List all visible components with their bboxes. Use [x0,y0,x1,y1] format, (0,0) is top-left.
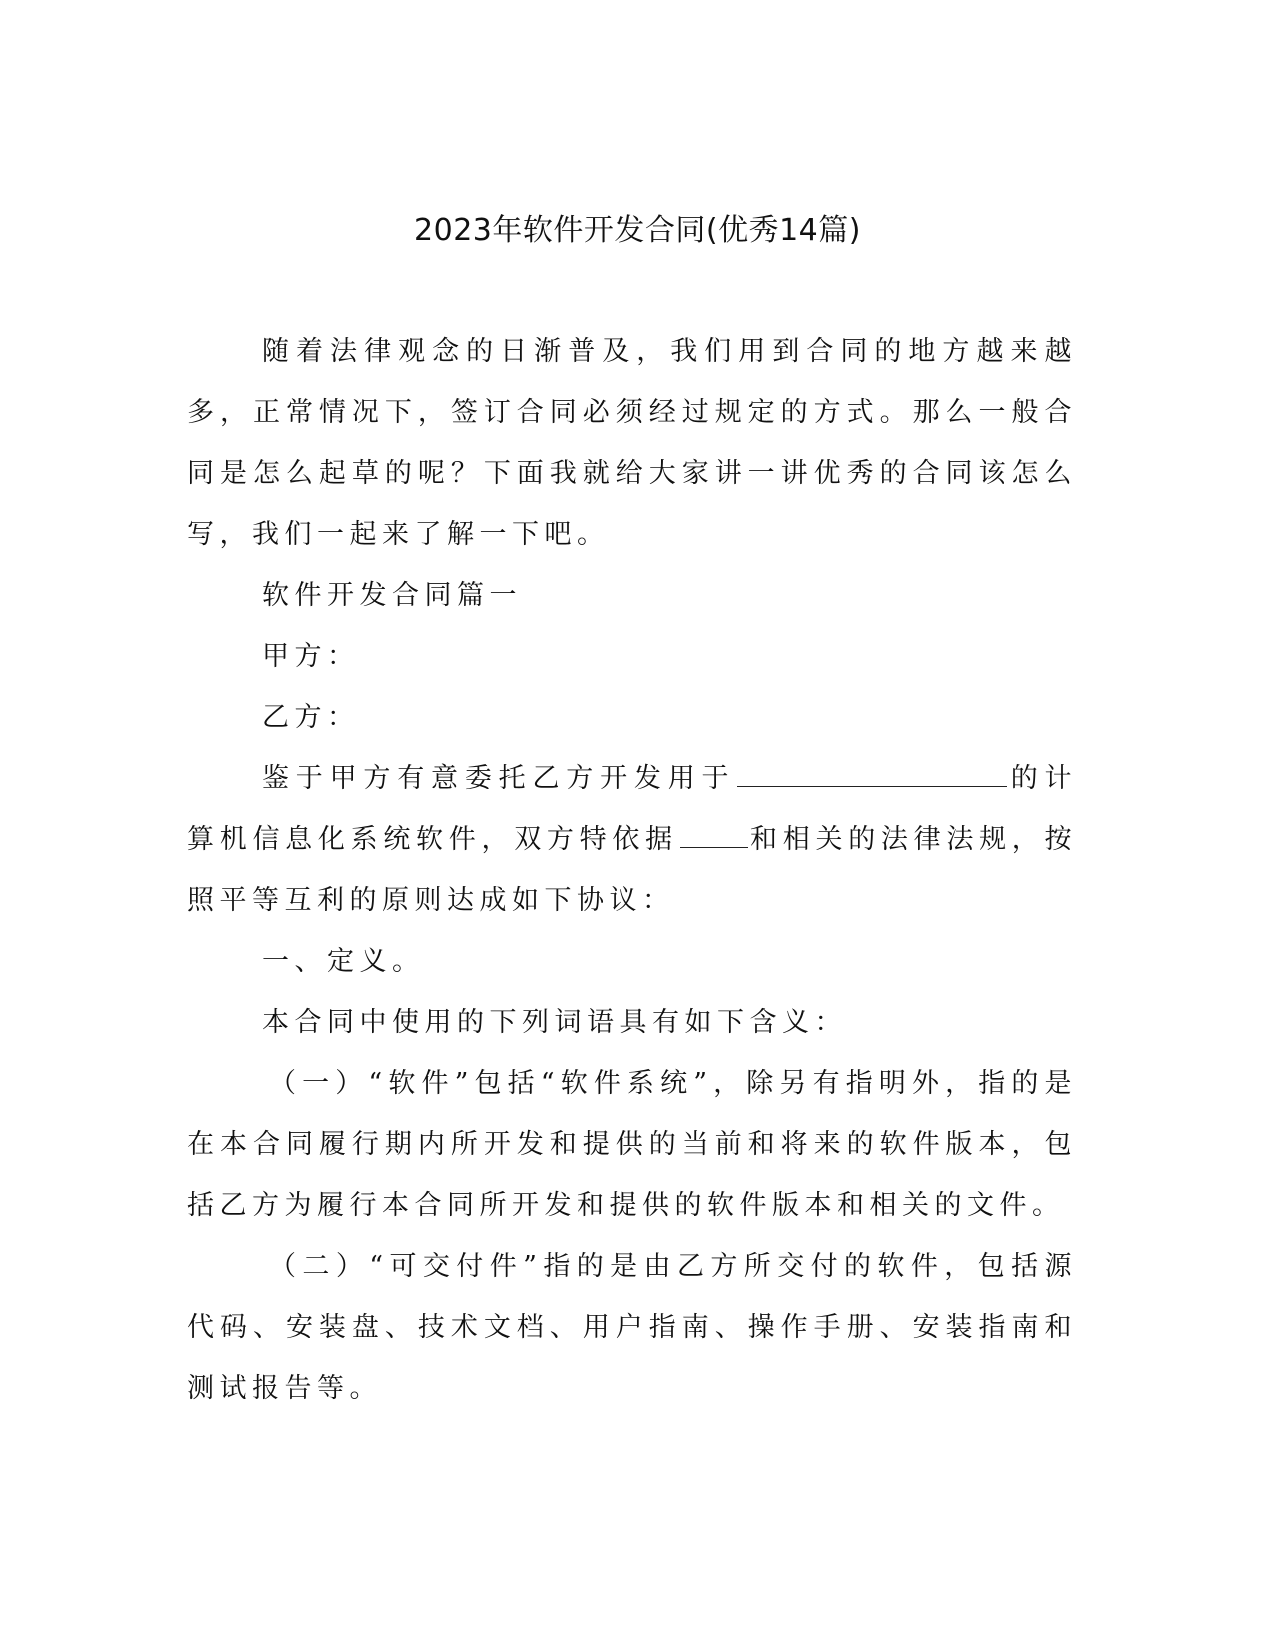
party-a-line: 甲方： [262,641,360,672]
preamble-text-1: 鉴于甲方有意委托乙方开发用于 [262,763,736,794]
document-title: 2023年软件开发合同(优秀14篇) [414,213,861,248]
definition-1: （一）“软件”包括“软件系统”，除另有指明外，指的是在本合同履行期内所开发和提供的当前和将来的软件版本，包括乙方为履行本合同所开发和提供的软件版本和相关的文件。 [187,1068,1077,1221]
basis-blank-line[interactable] [680,820,748,848]
section-heading: 软件开发合同篇一 [262,580,522,611]
intro-paragraph: 随着法律观念的日渐普及，我们用到合同的地方越来越多，正常情况下，签订合同必须经过规定的方式。那么一般合同是怎么起草的呢？下面我就给大家讲一讲优秀的合同该怎么写，我们一起来了解一下吧。 [187,336,1077,550]
definitions-lead: 本合同中使用的下列词语具有如下含义： [262,1007,847,1038]
preamble-text-2: 的计算机信息化系统软件，双方特依据 [187,763,1077,855]
article-1-heading: 一、定义。 [262,946,425,977]
document-body [187,321,1077,1419]
preamble-paragraph [187,748,1077,931]
definition-2: （二）“可交付件”指的是由乙方所交付的软件，包括源代码、安装盘、技术文档、用户指南、操作手册、安装指南和测试报告等。 [187,1251,1077,1404]
preamble-text-3: 和相关的法律法规，按照平等互利的原则达成如下协议： [187,824,1078,916]
party-b-line: 乙方： [262,702,360,733]
purpose-blank-line[interactable] [737,759,1007,787]
